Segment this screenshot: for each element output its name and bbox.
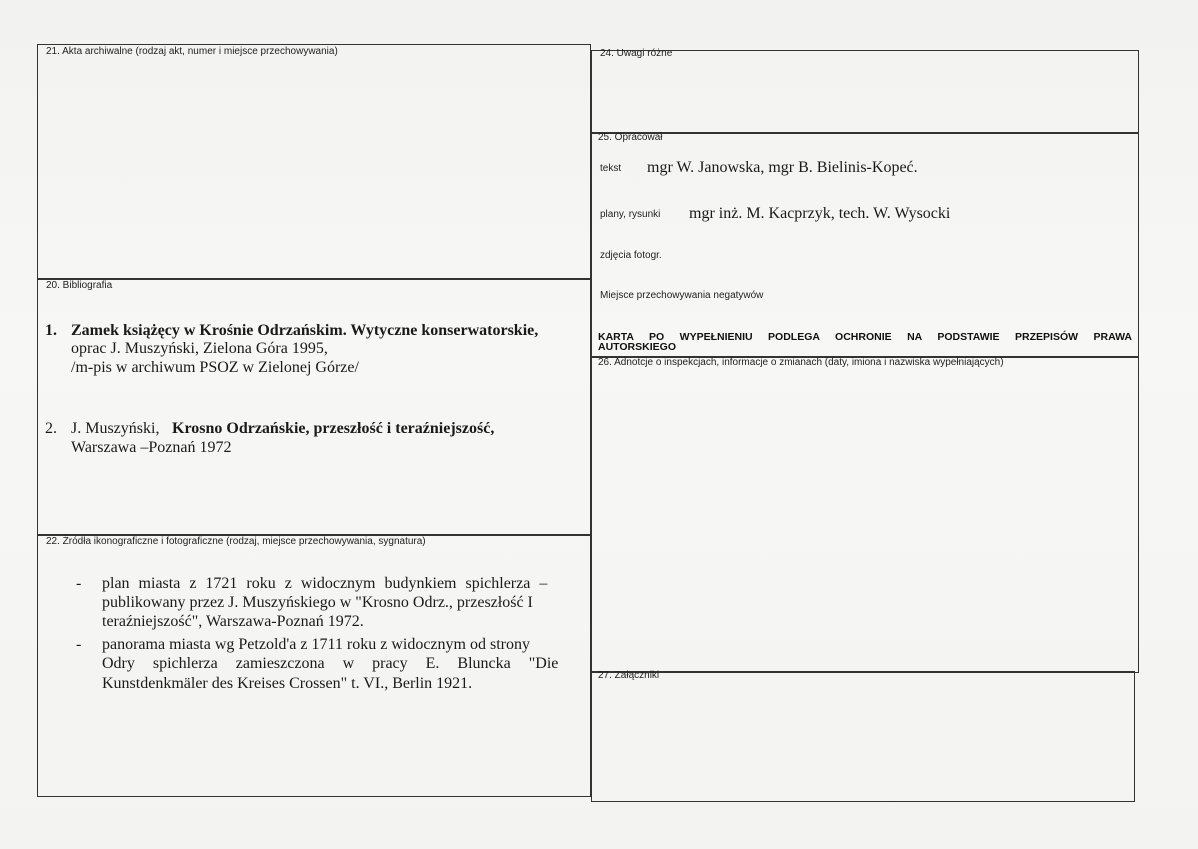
source-1-dash: - xyxy=(76,575,82,592)
bib-1-line-2: oprac J. Muszyński, Zielona Góra 1995, xyxy=(71,340,328,357)
karta-notice-line-1: KARTA PO WYPEŁNIENIU PODLEGA OCHRONIE NA PODSTAWIE PRZEPISÓW PRAWA xyxy=(598,331,1132,343)
section-26-box xyxy=(591,356,1139,673)
section-24-box xyxy=(591,50,1139,134)
section-21-box xyxy=(37,44,591,280)
section-21-label: 21. Akta archiwalne (rodzaj akt, numer i miejsce przechowywania) xyxy=(46,46,338,57)
karta-notice-line-2: AUTORSKIEGO xyxy=(598,341,676,353)
bib-2-title: Krosno Odrzańskie, przeszłość i teraźniejszość, xyxy=(172,420,495,437)
bib-2-line-2: Warszawa –Poznań 1972 xyxy=(71,439,232,456)
plany-value: mgr inż. M. Kacprzyk, tech. W. Wysocki xyxy=(689,205,951,222)
zdjecia-label: zdjęcia fotogr. xyxy=(600,250,662,261)
section-20-box xyxy=(37,278,591,536)
source-1-line-1: plan miasta z 1721 roku z widocznym budynkiem spichlerza – xyxy=(102,575,548,592)
source-2-line-3: Kunstdenkmäler des Kreises Crossen" t. VI., Berlin 1921. xyxy=(102,675,473,692)
source-1-line-2: publikowany przez J. Muszyńskiego w "Krosno Odrz., przeszłość I xyxy=(102,594,533,611)
bib-1-title: Zamek książęcy w Krośnie Odrzańskim. Wytyczne konserwatorskie, xyxy=(71,322,539,339)
source-2-line-2: Odry spichlerza zamieszczona w pracy E. Bluncka "Die xyxy=(102,655,559,672)
tekst-value: mgr W. Janowska, mgr B. Bielinis-Kopeć. xyxy=(647,159,918,176)
section-20-label: 20. Bibliografia xyxy=(46,280,113,291)
section-22-label: 22. Źródła ikonograficzne i fotograficzne (rodzaj, miejsce przechowywania, sygnatura) xyxy=(46,536,426,547)
tekst-label: tekst xyxy=(600,163,622,174)
section-26-label: 26. Adnotcje o inspekcjach, informacje o zmianach (daty, imiona i nazwiska wypełniających) xyxy=(598,357,1004,368)
source-2-line-1: panorama miasta wg Petzold'a z 1711 roku z widocznym od strony xyxy=(102,636,530,653)
bib-1-number: 1. xyxy=(45,322,57,339)
bib-2-author: J. Muszyński, xyxy=(71,420,160,437)
plany-label: plany, rysunki xyxy=(600,209,661,220)
bib-1-line-3: /m-pis w archiwum PSOZ w Zielonej Górze/ xyxy=(71,359,359,376)
section-25-label: 25. Opracował xyxy=(598,132,663,143)
section-24-label: 24. Uwagi różne xyxy=(600,48,673,59)
section-27-box xyxy=(591,671,1135,802)
miejsce-negatywow-label: Miejsce przechowywania negatywów xyxy=(600,290,764,301)
bib-2-number: 2. xyxy=(45,420,57,437)
source-1-line-3: teraźniejszość", Warszawa-Poznań 1972. xyxy=(102,613,364,630)
source-2-dash: - xyxy=(76,636,82,653)
section-27-label: 27. Załączniki xyxy=(598,670,660,681)
